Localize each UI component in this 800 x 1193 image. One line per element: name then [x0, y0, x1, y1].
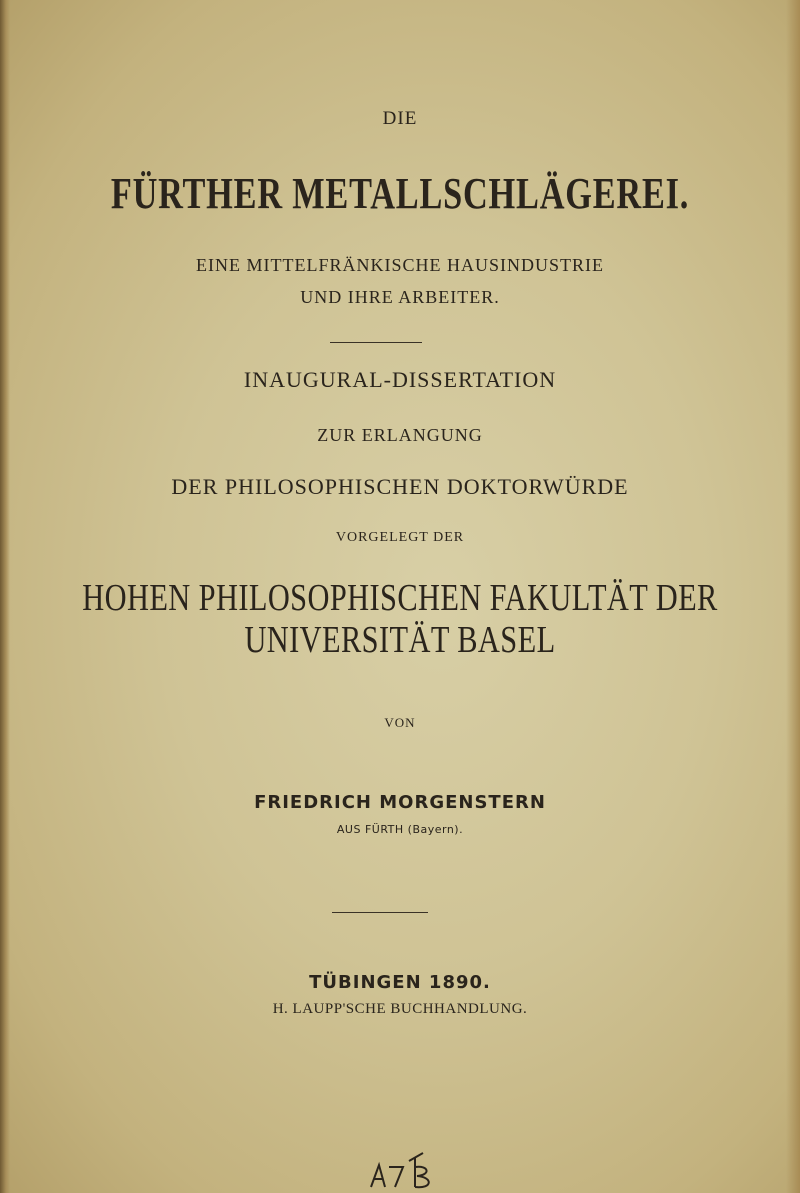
von-label: VON — [384, 715, 416, 730]
handwritten-shelfmark — [365, 1147, 445, 1193]
vorgelegt-der: VORGELEGT DER — [335, 530, 465, 545]
dissertation-label: INAUGURAL-DISSERTATION — [243, 367, 557, 392]
doktorwurde-line: DER PHILOSOPHISCHEN DOKTORWÜRDE — [171, 474, 629, 499]
divider-rule-bottom — [332, 912, 428, 913]
faculty-line-1: HOHEN PHILOSOPHISCHEN FAKULTÄT DER — [82, 577, 718, 619]
divider-rule-top — [330, 342, 422, 343]
zur-erlangung: ZUR ERLANGUNG — [317, 425, 483, 445]
book-title: FÜRTHER METALLSCHLÄGEREI. — [110, 169, 690, 218]
article-die: DIE — [382, 108, 418, 129]
faculty-line-2: UNIVERSITÄT BASEL — [244, 619, 556, 661]
place-year: TÜBINGEN 1890. — [309, 972, 491, 993]
subtitle-line-1: EINE MITTELFRÄNKISCHE HAUSINDUSTRIE — [196, 255, 604, 275]
author-name: FRIEDRICH MORGENSTERN — [254, 792, 546, 813]
subtitle-line-2: UND IHRE ARBEITER. — [300, 287, 500, 307]
publisher: H. LAUPP'SCHE BUCHHANDLUNG. — [272, 1001, 528, 1017]
author-origin: AUS FÜRTH (Bayern). — [336, 823, 464, 836]
